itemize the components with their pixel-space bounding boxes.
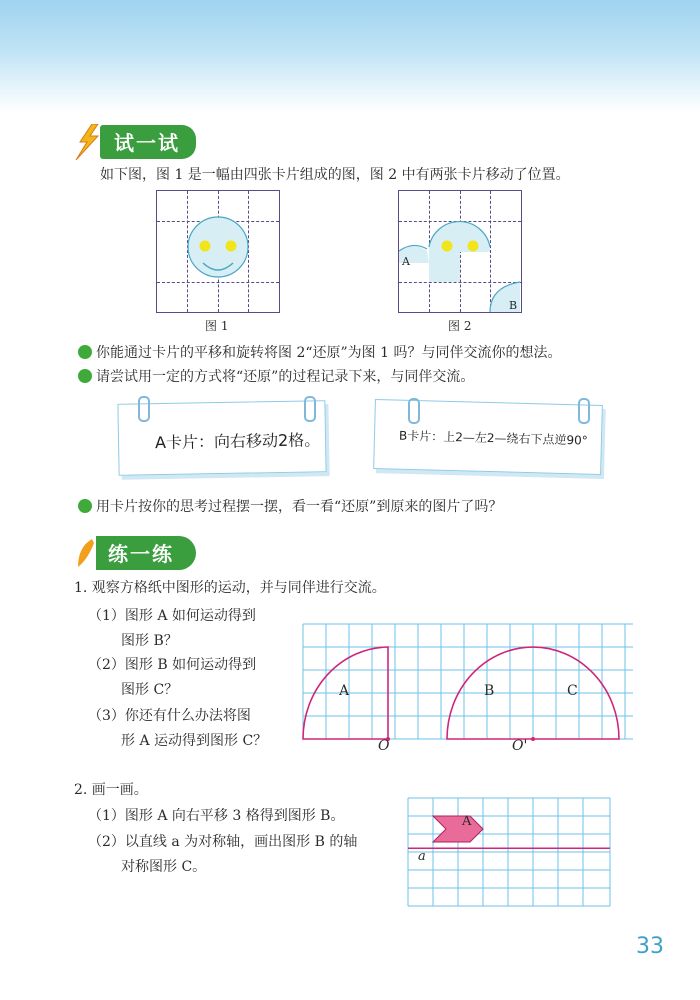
bullet-icon (78, 369, 92, 383)
figure-1-caption: 图 1 (205, 319, 229, 333)
paperclip-icon (578, 398, 590, 424)
note-a-text: A卡片：向右移动2格。 (154, 430, 321, 453)
ex2-q2-line1: （2）以直线 a 为对称轴，画出图形 B 的轴 (88, 834, 358, 850)
lightning-icon (72, 124, 100, 160)
grid1-label-a: A (339, 683, 350, 699)
ex1-q2-line2: 图形 C？ (121, 682, 179, 698)
smiley-face (157, 191, 279, 312)
note-b-text: B卡片：上2—左2—绕右下点逆90° (398, 428, 588, 448)
page-header-band (0, 0, 700, 112)
ex2-q1: （1）图形 A 向右平移 3 格得到图形 B。 (88, 808, 345, 824)
practice-section-title: 练一练 (96, 536, 196, 570)
question-1: 你能通过卡片的平移和旋转将图 2“还原”为图 1 吗？与同伴交流你的想法。 (78, 343, 561, 363)
exercise-1-title: 1. 观察方格纸中图形的运动，并与同伴进行交流。 (74, 580, 386, 596)
practice-section-header (74, 536, 196, 570)
grid1-label-o-prime: O' (512, 738, 528, 754)
try-section-header (72, 124, 196, 160)
ex1-q1-line2: 图形 B？ (121, 633, 178, 649)
figure-1 (156, 190, 280, 313)
axis-a-label: a (418, 849, 426, 864)
bullet-icon (78, 499, 92, 513)
page-number: 33 (636, 934, 664, 959)
grid2-label-a: A (462, 814, 472, 829)
paperclip-icon (408, 398, 420, 424)
exercise-1-grid (298, 612, 640, 762)
question-3: 用卡片按你的思考过程摆一摆，看一看“还原”到原来的图片了吗？ (78, 497, 502, 517)
exercise-2-grid (406, 796, 612, 916)
figure-2-caption: 图 2 (448, 319, 472, 333)
ex1-q1-line1: （1）图形 A 如何运动得到 (88, 608, 256, 624)
try-section-title: 试一试 (100, 125, 196, 159)
grid1-label-c: C (567, 683, 578, 699)
ex1-q3-line2: 形 A 运动得到图形 C？ (121, 733, 268, 749)
card-a-label: A (402, 255, 410, 268)
bullet-icon (78, 345, 92, 359)
paperclip-icon (138, 396, 150, 422)
card-b-label: B (509, 299, 518, 312)
paperclip-icon (304, 396, 316, 422)
exercise-2-title: 2. 画一画。 (74, 782, 148, 798)
scrambled-smiley (399, 191, 521, 312)
grid1-label-o: O (378, 738, 390, 754)
figure-2 (398, 190, 522, 313)
question-2: 请尝试用一定的方式将“还原”的过程记录下来，与同伴交流。 (78, 367, 474, 387)
ex2-q2-line2: 对称图形 C。 (121, 859, 207, 875)
feather-icon (74, 537, 96, 569)
ex1-q3-line1: （3）你还有什么办法将图 (88, 708, 251, 724)
ex1-q2-line1: （2）图形 B 如何运动得到 (88, 657, 257, 673)
grid1-label-b: B (484, 683, 495, 699)
try-intro-text: 如下图，图 1 是一幅由四张卡片组成的图，图 2 中有两张卡片移动了位置。 (100, 167, 570, 183)
